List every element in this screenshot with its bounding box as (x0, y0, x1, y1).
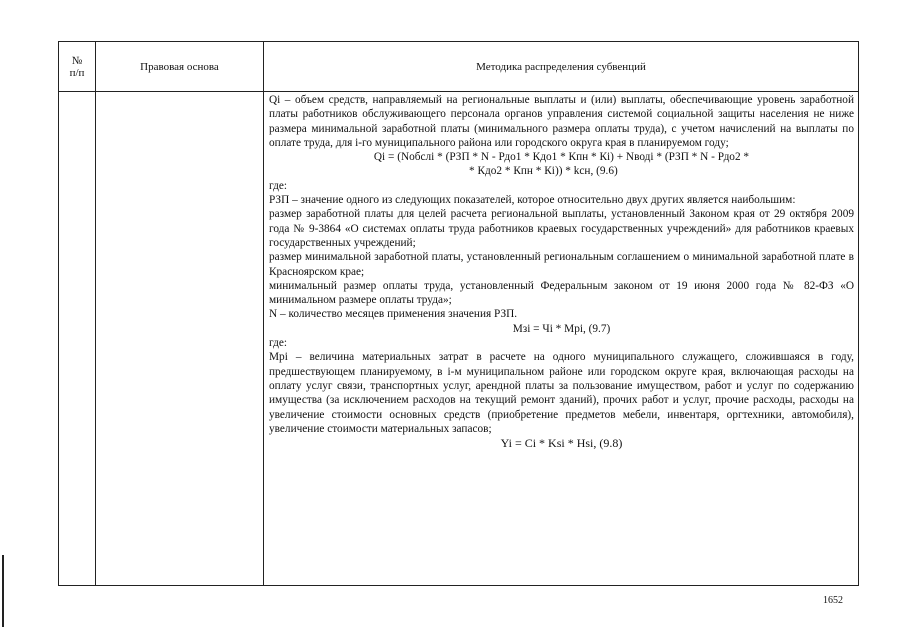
methodology-text (264, 92, 858, 450)
formula-9-6-line-2: * Кдо2 * Кпн * Кi)) * kсн, (9.6) (469, 165, 618, 178)
where-label: где: (269, 179, 287, 192)
header-methodology: Методика распределения субвенций (264, 42, 859, 92)
formula-9-7: Мзi = Чi * Мpi, (9.7) (512, 322, 611, 335)
paragraph-minimum-wage-agreement: размер минимальной заработной платы, установленный региональным соглашением о минимальной заработной плате в Красноярском крае; (269, 251, 854, 278)
formula-9-6-line-1: Qi = (Nобслi * (РЗП * N - Рдо1 * Кдо1 * Кпн * Кi) + Nводi * (РЗП * N - Рдо2 * (373, 151, 750, 164)
table-header-row (59, 42, 859, 92)
row-legal-basis-cell (96, 92, 264, 586)
header-number-abbrev: п/п (69, 66, 85, 79)
row-number-cell (59, 92, 96, 586)
paragraph-regional-wage: размер заработной платы для целей расчета региональной выплаты, установленный Законом края от 29 октября 2009 года № 9-3864 «О системах оплаты труда работников краевых государственных учреждений» для работников краевых государственных учреждений; (269, 208, 854, 249)
paragraph-federal-minimum-wage: минимальный размер оплаты труда, установленный Федеральным законом от 19 июня 2000 года № 82-ФЗ «О минимальном размере оплаты труда»; (269, 279, 854, 307)
where-label: где: (269, 337, 287, 350)
table-row (59, 92, 859, 586)
paragraph-rzp-definition: РЗП – значение одного из следующих показателей, которое относительно двух других является наибольшим: (269, 194, 796, 207)
row-methodology-cell (264, 92, 859, 586)
header-number-symbol: № (71, 54, 83, 67)
margin-rule (2, 555, 4, 627)
formula-9-8: Yi = Ci * Ksi * Hsi, (9.8) (500, 436, 623, 451)
subvention-methodology-table (58, 41, 859, 586)
paragraph-qi-definition: Qi – объем средств, направляемый на региональные выплаты и (или) выплаты, обеспечивающие уровень заработной платы работников обслуживающего персонала органов управления системой социальной защиты населения не ниже размера минимальной заработной платы (минимального размера оплаты труда), с учетом начислений на выплаты по оплате труда, для i-го муниципального района или городского округа края в планируемом году; (269, 94, 854, 149)
header-number (59, 42, 96, 92)
paragraph-mpi-definition: Мpi – величина материальных затрат в расчете на одного муниципального служащего, сложившаяся в году, предшествующем планируемому, в i-м муниципальном районе или городском округе края, включающая расходы на оплату услуг связи, транспортных услуг, арендной платы за пользование имуществом, работ и услуг по содержанию имущества (за исключением расходов на текущий ремонт зданий), прочих работ и услуг, прочие расходы, расходы на увеличение стоимости основных средств (приобретение предметов мебели, инвентаря, оргтехники, автомобиля), увеличение стоимости материальных запасов; (269, 351, 854, 435)
paragraph-n-definition: N – количество месяцев применения значения РЗП. (269, 308, 518, 321)
page-number: 1652 (823, 595, 843, 606)
header-legal-basis: Правовая основа (96, 42, 264, 92)
